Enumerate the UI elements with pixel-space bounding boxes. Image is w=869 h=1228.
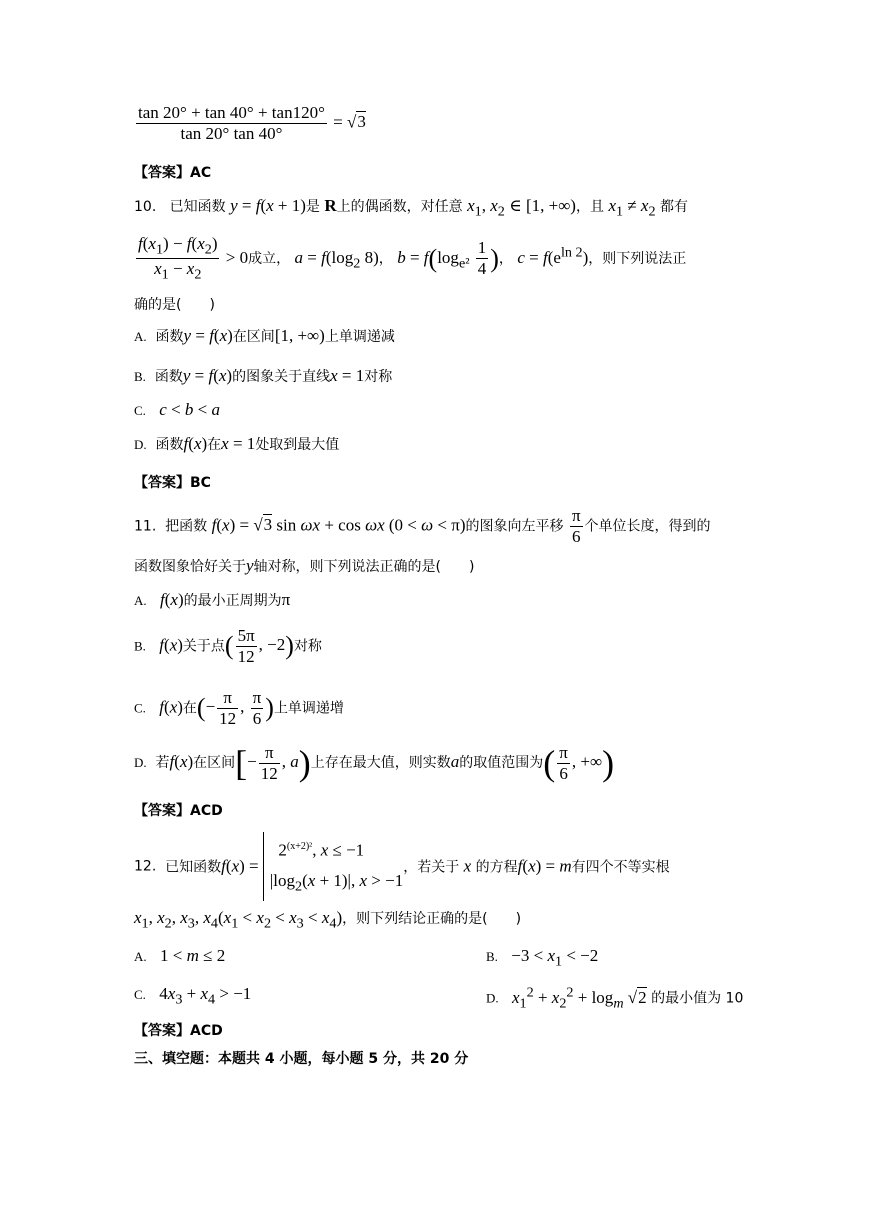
q10-line1: 10. 已知函数 y = f(x + 1)是 R上的偶函数，对任意 $x_1$, $x_2$ ∈ [1, +∞)，且 $x_1 \ne x_2$ 都有 — [134, 196, 688, 220]
section-title: 三、填空题：本题共 4 小题，每小题 5 分，共 20 分 — [134, 1051, 469, 1067]
q10-option-c: C. c < b < a — [134, 400, 221, 419]
q10-option-a: A. 函数y = f(x)在区间[1, +∞)上单调递减 — [134, 326, 395, 345]
q12-option-d: D. $x_1^2 + x_2^2 + \log_m √2$ 的最小值为 10 — [486, 984, 744, 1012]
q10-option-d: D. 函数f(x)在x = 1处取到最大值 — [134, 434, 340, 453]
q11-option-d: D. 若f(x)在区间[− $\frac{\pi}{12}$ , a)上存在最大值，则实数a的取值范围为( $\frac{\pi}{6}$ , +∞) — [134, 742, 615, 783]
q12-option-c: C. $4x_3 + x_4 > -1$ — [134, 984, 252, 1008]
q12-line1: 12. 已知函数f(x) = $2^{(x+2)^2}$, x ≤ −1 $|\log_2(x + 1)|$, x > −1 ，若关于 x 的方程f(x) = m有四个不等实根 — [134, 832, 670, 901]
q9-formula: $\frac{\tan 20^\circ + \tan 40^\circ + \tan 120^\circ}{\tan 20^\circ \tan 40^\circ}$ = √3 — [138, 103, 366, 143]
q12-option-b: B. $-3 < x_1 < -2$ — [486, 946, 599, 970]
q12-line2: $x_1$, $x_2$, $x_3$, $x_4(x_1 < x_2 < x_3 < x_4)$，则下列结论正确的是( ) — [134, 908, 522, 932]
q10-line3: 确的是( ) — [134, 297, 215, 313]
q10-answer: 【答案】BC — [134, 475, 211, 491]
q12-option-a: A. 1 < m ≤ 2 — [134, 946, 226, 965]
q12-answer: 【答案】ACD — [134, 1023, 223, 1039]
q10-line2: $\frac{f(x_1) - f(x_2)}{x_1 - x_2}$ > 0成立， $a = f(\log_2$ 8)， $b = f(\log_{e^2}$ $\frac{1}{4}$ )， $c = f(e^{ln 2})$，则下列说法正 — [138, 234, 687, 283]
q10-option-b: B. 函数y = f(x)的图象关于直线x = 1对称 — [134, 366, 393, 385]
q11-line2: 函数图象恰好关于y轴对称，则下列说法正确的是( ) — [134, 556, 475, 575]
q11-option-b: B. f(x)关于点( $\frac{5\pi}{12}$ , −2)对称 — [134, 626, 322, 666]
question-number: 10. — [134, 199, 157, 215]
q11-line1: 11. 把函数 f(x) = √3 sin ωx + cos ωx (0 < ω < π)的图象向左平移 $\frac{\pi}{6}$ 个单位长度，得到的 — [134, 506, 711, 546]
q11-option-c: C. f(x)在(− $\frac{\pi}{12}$ , $\frac{\pi}{6}$ )上单调递增 — [134, 688, 344, 728]
q11-answer: 【答案】ACD — [134, 803, 223, 819]
q9-answer: 【答案】AC — [134, 165, 212, 181]
q11-option-a: A. f(x)的最小正周期为π — [134, 590, 291, 609]
